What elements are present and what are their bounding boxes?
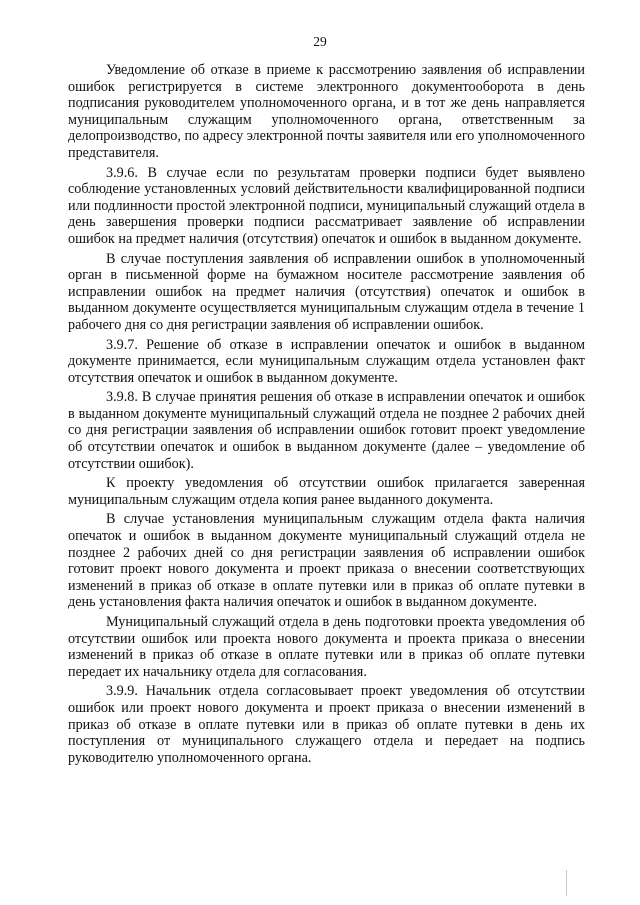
document-body (68, 62, 585, 769)
page-number: 29 (313, 34, 327, 49)
paragraph-transfer-for-approval: Муниципальный служащий отдела в день подготовки проекта уведомления об отсутствии ошибок или проекта нового документа и проекта приказа о внесении изменений в приказ об отказе в оплате путевки или в приказ об оплате путевки передает их начальнику отдела для согласования. (68, 614, 585, 680)
paragraph-attachment-copy: К проекту уведомления об отсутствии ошибок прилагается заверенная муниципальным служащим отдела копия ранее выданного документа. (68, 475, 585, 508)
paragraph-3-9-7: 3.9.7. Решение об отказе в исправлении опечаток и ошибок в выданном документе принимается, если муниципальным служащим отдела установлен факт отсутствия опечаток и ошибок в выданном документе. (68, 336, 585, 386)
paragraph-3-9-6: 3.9.6. В случае если по результатам проверки подписи будет выявлено соблюдение установленных условий действительности квалифицированной подписи или подлинности простой электронной подписи, муниципальный служащий отдела в день завершения проверки подписи рассматривает заявление об исправлении ошибок на предмет наличия (отсутствия) опечаток и ошибок в выданном документе. (68, 164, 585, 247)
paragraph-paper-application: В случае поступления заявления об исправлении ошибок в уполномоченный орган в письменной форме на бумажном носителе рассмотрение заявления об исправлении ошибок на предмет наличия (отсутствия) опечаток и ошибок в выданном документе осуществляется муниципальным служащим отдела в течение 1 рабочего дня со дня регистрации заявления об исправлении ошибок. (68, 250, 585, 333)
paragraph-3-9-9: 3.9.9. Начальник отдела согласовывает проект уведомления об отсутствии ошибок или проект нового документа и проект приказа о внесении изменений в приказ об отказе в оплате путевки или в приказ об оплате путевки в день их поступления от муниципального служащего отдела и передает на подпись руководителю уполномоченного органа. (68, 683, 585, 766)
scan-artifact-line (566, 870, 567, 896)
paragraph-errors-found: В случае установления муниципальным служащим отдела факта наличия опечаток и ошибок в выданном документе муниципальный служащий отдела не позднее 2 рабочих дней со дня регистрации заявления об исправлении ошибок готовит проект нового документа и проект приказа о внесении соответствующих изменений в приказ об отказе в оплате путевки или в приказ об оплате путевки в день установления факта наличия опечаток и ошибок в выданном документе. (68, 511, 585, 611)
paragraph-notice-registration: Уведомление об отказе в приеме к рассмотрению заявления об исправлении ошибок регистрируется в системе электронного документооборота в день подписания руководителем уполномоченного органа, и в тот же день направляется муниципальным служащим уполномоченного органа, ответственным за делопроизводство, по адресу электронной почты заявителя или его уполномоченного представителя. (68, 62, 585, 161)
paragraph-3-9-8: 3.9.8. В случае принятия решения об отказе в исправлении опечаток и ошибок в выданном документе муниципальный служащий отдела не позднее 2 рабочих дней со дня регистрации заявления об исправлении ошибок готовит проект уведомление об отсутствии опечаток и ошибок в выданном документе (далее – уведомление об отсутствии ошибок). (68, 389, 585, 472)
